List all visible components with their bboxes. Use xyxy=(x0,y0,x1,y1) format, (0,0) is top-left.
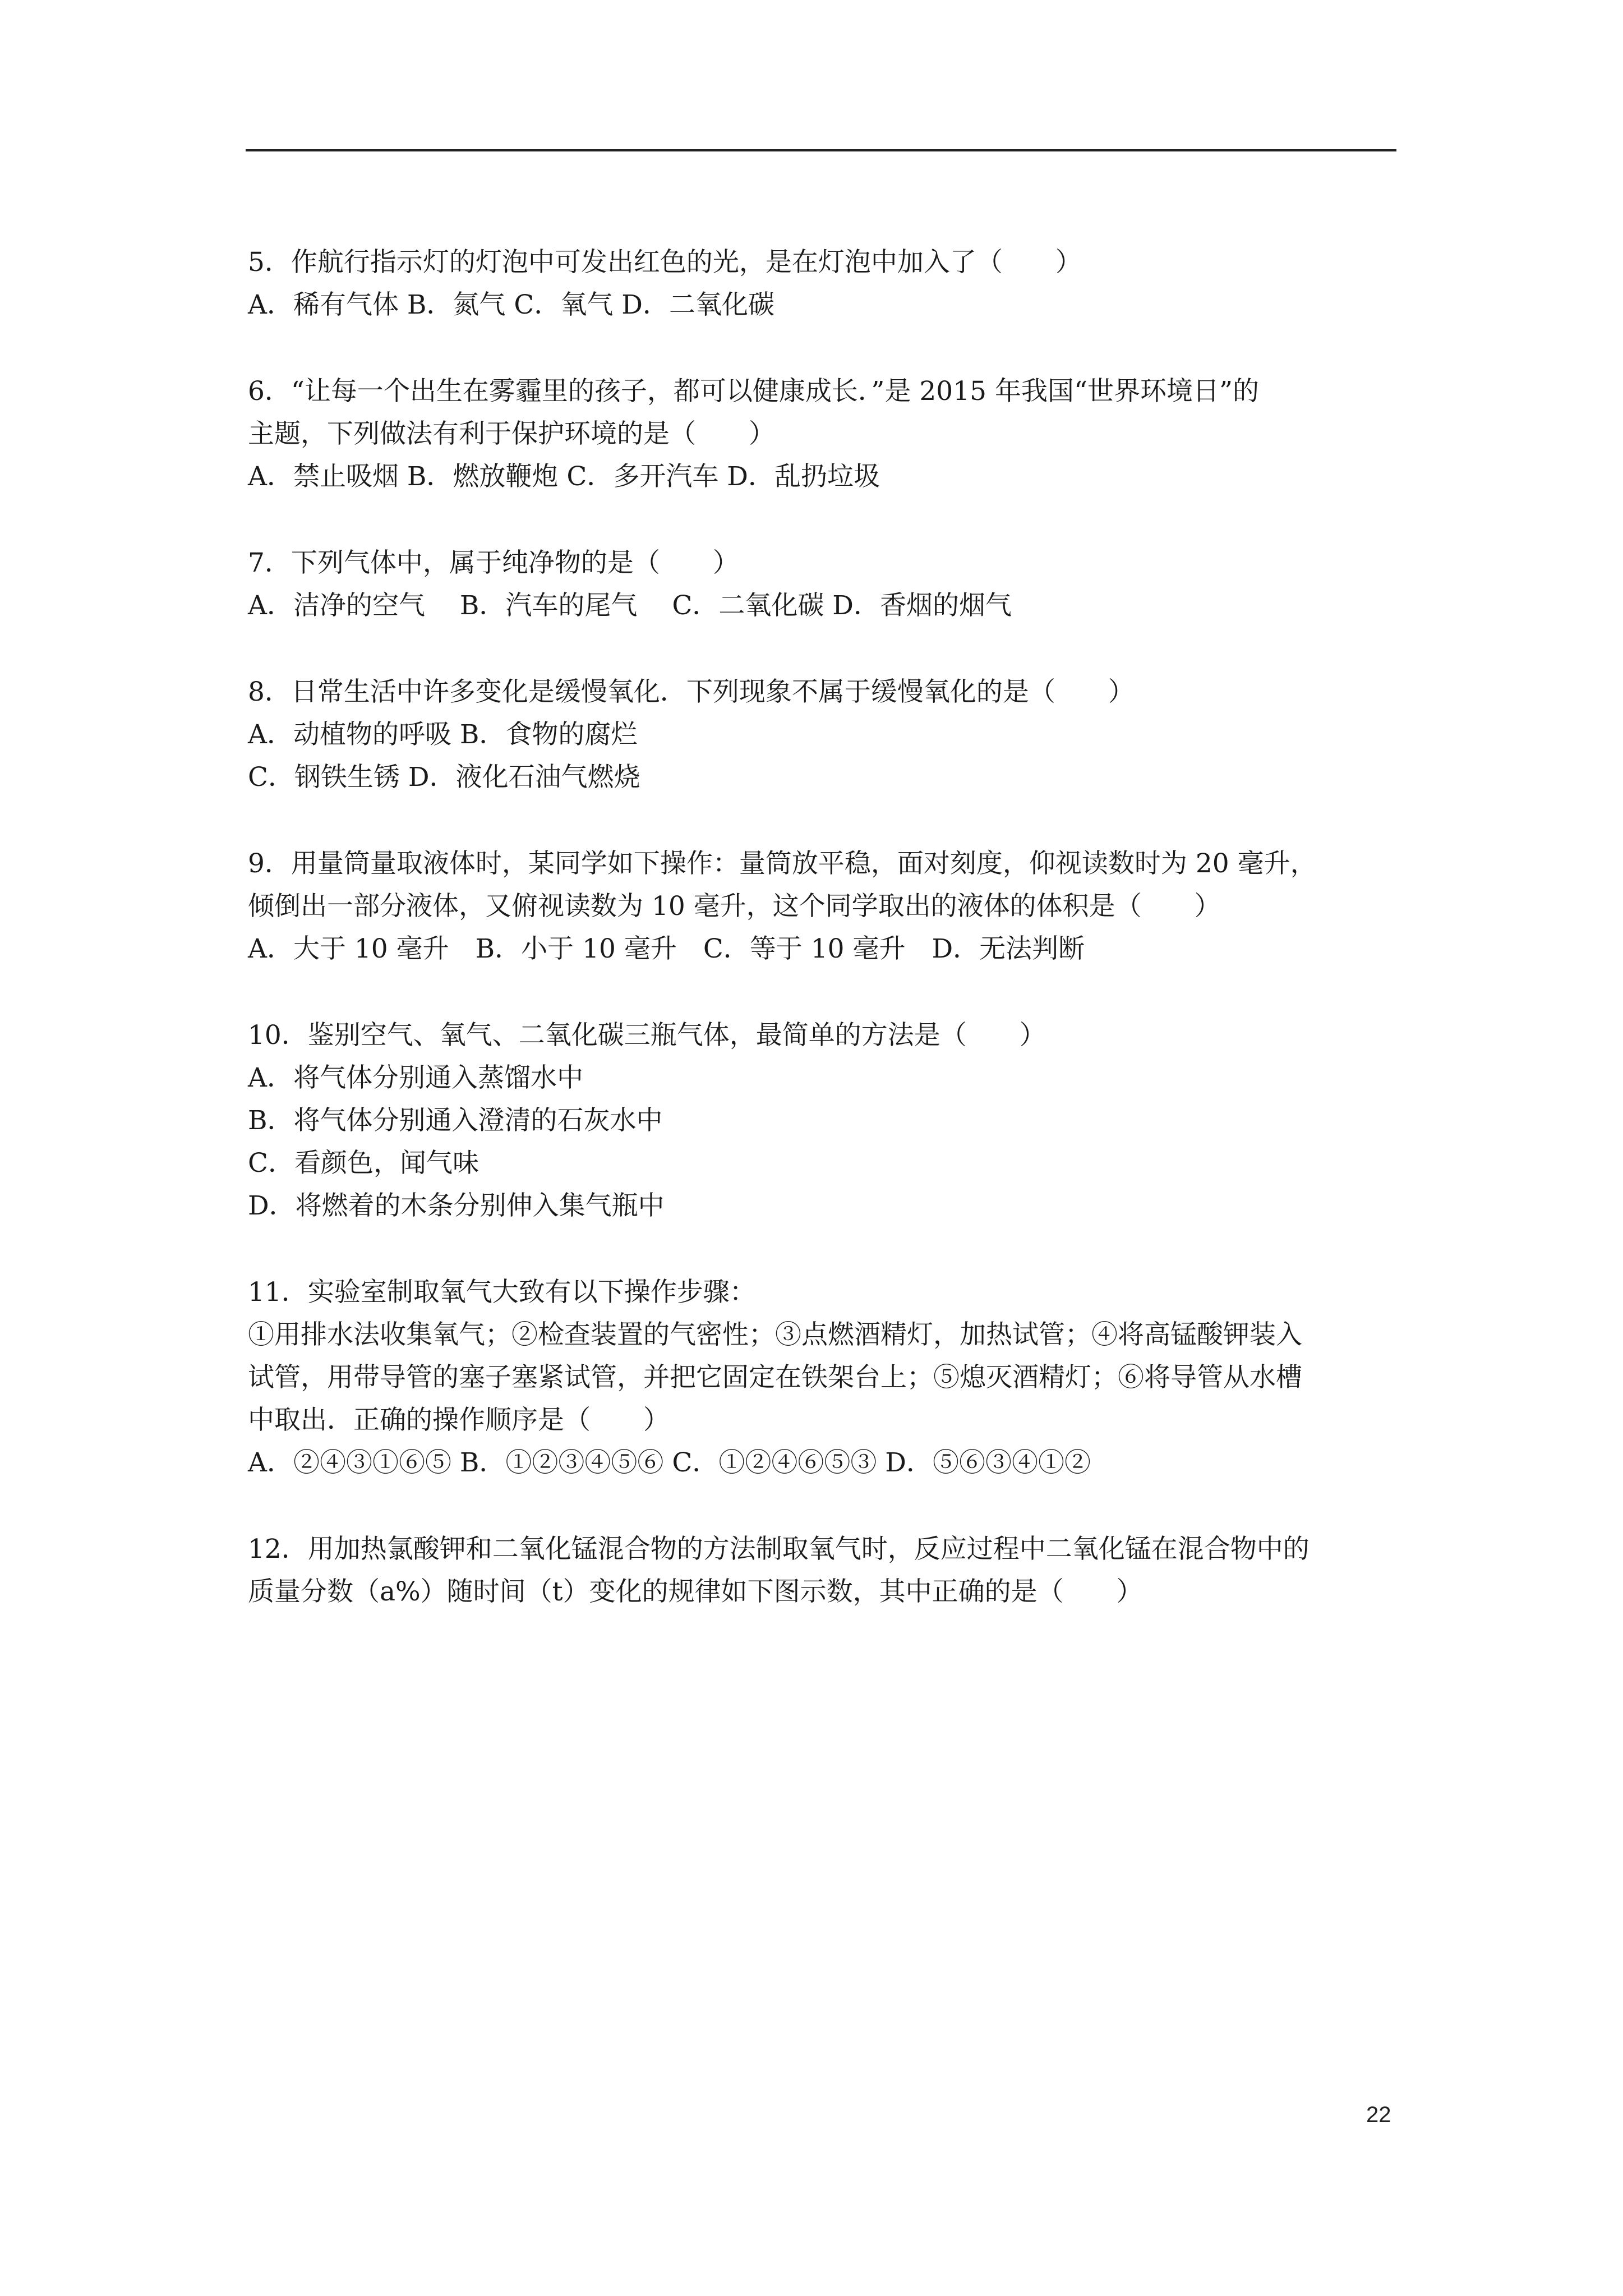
question-6-stem-line-1: 6．“让每一个出生在雾霾里的孩子，都可以健康成长．”是 2015 年我国“世界环境日”的 xyxy=(248,376,1260,407)
question-9-options: A．大于 10 毫升 B．小于 10 毫升 C．等于 10 毫升 D．无法判断 xyxy=(248,933,1085,964)
question-10-option-b: B．将气体分别通入澄清的石灰水中 xyxy=(248,1105,663,1136)
header-rule xyxy=(246,149,1396,151)
question-9-stem-line-2: 倾倒出一部分液体，又俯视读数为 10 毫升，这个同学取出的液体的体积是（ ） xyxy=(248,891,1221,922)
question-7 xyxy=(248,542,1403,627)
question-11-stem-line-3: 试管，用带导管的塞子塞紧试管，并把它固定在铁架台上；⑤熄灭酒精灯；⑥将导管从水槽 xyxy=(248,1362,1302,1393)
question-11 xyxy=(248,1271,1403,1484)
question-5 xyxy=(248,241,1403,326)
question-12 xyxy=(248,1528,1403,1613)
question-10-option-d: D．将燃着的木条分别伸入集气瓶中 xyxy=(248,1190,665,1221)
question-9-stem-line-1: 9．用量筒量取液体时，某同学如下操作：量筒放平稳，面对刻度，仰视读数时为 20 毫升， xyxy=(248,848,1317,879)
question-7-stem: 7．下列气体中，属于纯净物的是（ ） xyxy=(248,547,739,578)
question-9 xyxy=(248,843,1403,970)
question-6-stem-line-2: 主题，下列做法有利于保护环境的是（ ） xyxy=(248,418,775,449)
question-10-stem: 10．鉴别空气、氧气、二氧化碳三瓶气体，最简单的方法是（ ） xyxy=(248,1020,1046,1051)
question-8-stem: 8．日常生活中许多变化是缓慢氧化．下列现象不属于缓慢氧化的是（ ） xyxy=(248,677,1135,707)
question-7-options: A．洁净的空气 B．汽车的尾气 C．二氧化碳 D．香烟的烟气 xyxy=(248,590,1012,621)
question-list xyxy=(248,241,1403,1657)
question-11-stem-line-1: 11．实验室制取氧气大致有以下操作步骤： xyxy=(248,1277,756,1308)
question-8-options-line-1: A．动植物的呼吸 B．食物的腐烂 xyxy=(248,719,638,750)
question-5-options: A．稀有气体 B．氮气 C．氧气 D．二氧化碳 xyxy=(248,289,774,320)
question-6-options: A．禁止吸烟 B．燃放鞭炮 C．多开汽车 D．乱扔垃圾 xyxy=(248,461,880,492)
question-8-options-line-2: C．钢铁生锈 D．液化石油气燃烧 xyxy=(248,762,640,793)
question-10-option-a: A．将气体分别通入蒸馏水中 xyxy=(248,1062,583,1093)
question-11-stem-line-2: ①用排水法收集氧气；②检查装置的气密性；③点燃酒精灯，加热试管；④将高锰酸钾装入 xyxy=(248,1319,1302,1350)
question-12-stem-line-2: 质量分数（a%）随时间（t）变化的规律如下图示数，其中正确的是（ ） xyxy=(248,1576,1143,1607)
question-12-stem-line-1: 12．用加热氯酸钾和二氧化锰混合物的方法制取氧气时，反应过程中二氧化锰在混合物中的 xyxy=(248,1534,1310,1565)
question-6 xyxy=(248,370,1403,498)
question-8 xyxy=(248,671,1403,799)
question-10 xyxy=(248,1014,1403,1227)
question-5-stem: 5．作航行指示灯的灯泡中可发出红色的光，是在灯泡中加入了（ ） xyxy=(248,247,1082,278)
question-11-stem-line-4: 中取出．正确的操作顺序是（ ） xyxy=(248,1405,670,1435)
question-10-option-c: C．看颜色，闻气味 xyxy=(248,1148,479,1179)
page-number: 22 xyxy=(1366,2102,1391,2127)
question-11-options: A．②④③①⑥⑤ B．①②③④⑤⑥ C．①②④⑥⑤③ D．⑤⑥③④①② xyxy=(248,1447,1091,1478)
